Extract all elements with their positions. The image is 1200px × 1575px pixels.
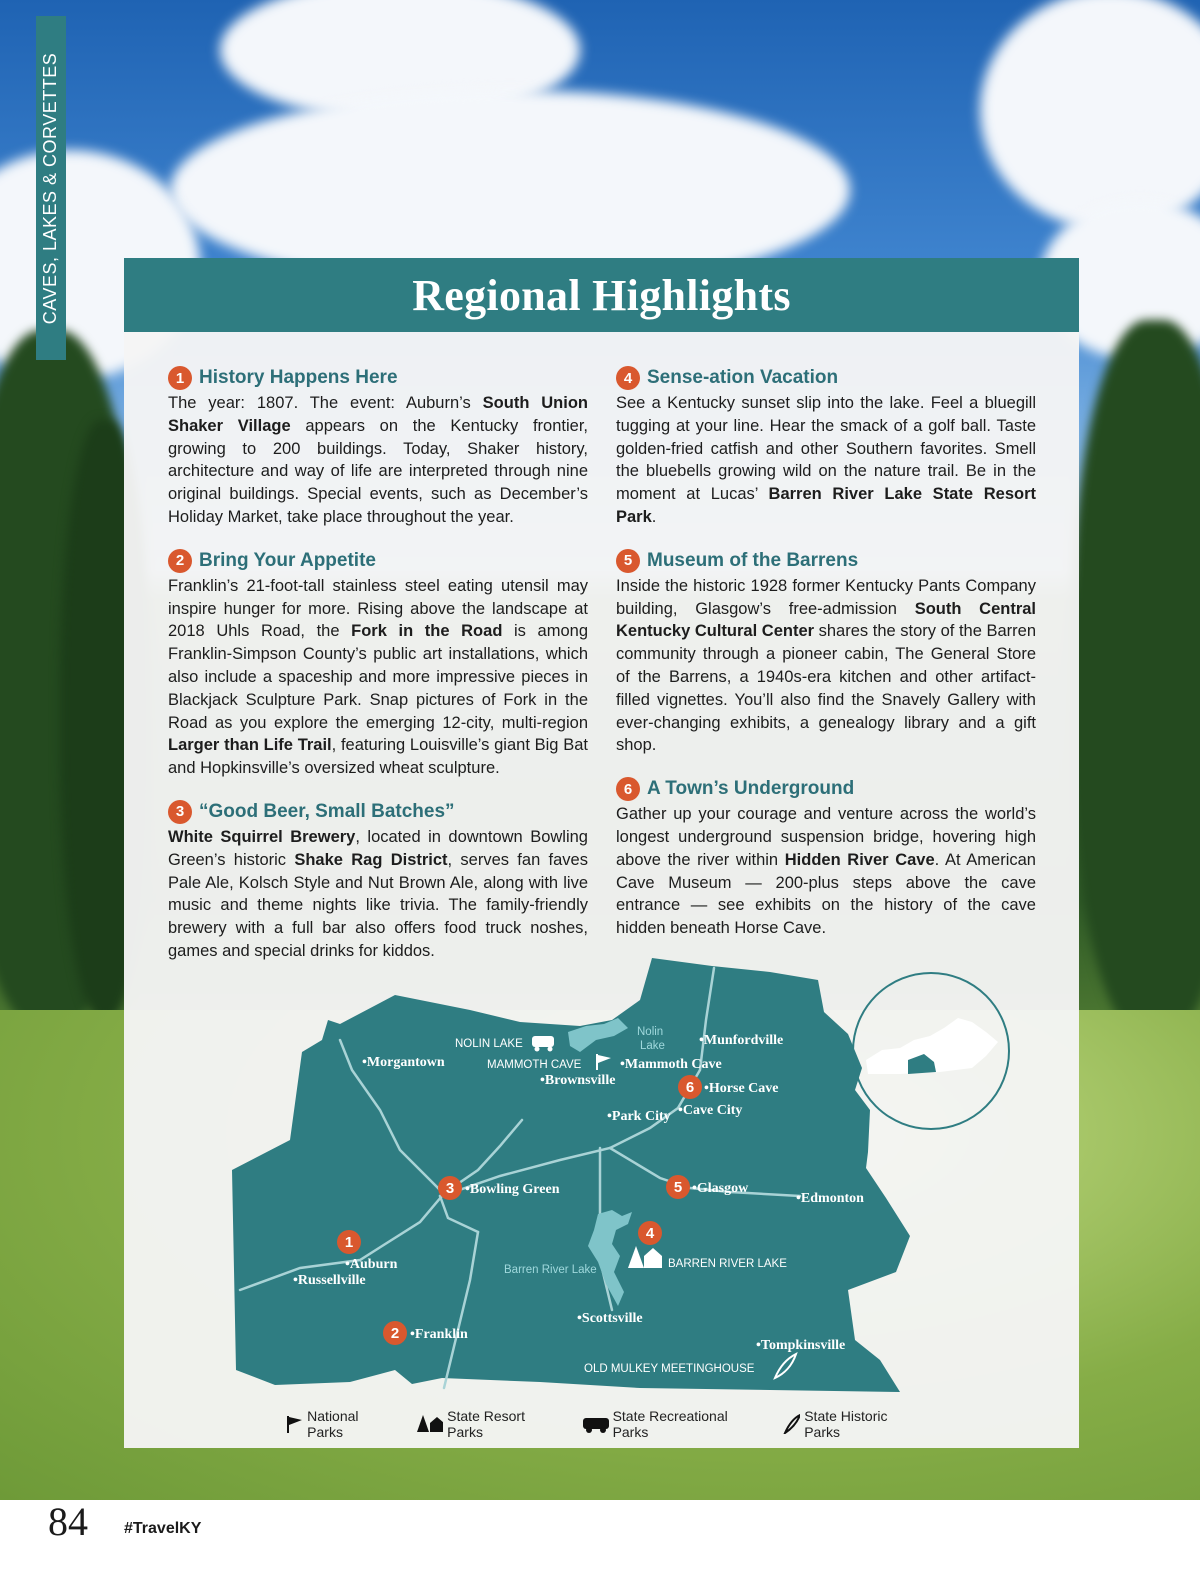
highlight-body: Franklin’s 21-foot-tall stainless steel eating utensil may inspire hunger for more. Rising above the landscape at 2018 Uhls Road, the Fork in the Road is among Franklin-Simpson County’s public art installations, which also include a spaceship and more impressive pieces in Blackjack Sculpture Park. Snap pictures of Fork in the Road as you explore the emerging 12-city, multi-region Larger than Life Trail, featuring Louisville’s giant Big Bat and Hopkinsville’s oversized wheat sculpture.	[168, 576, 588, 778]
legend-item-state-historic-parks	[783, 1408, 922, 1440]
map-marker-2	[383, 1321, 407, 1345]
svg-text:5: 5	[673, 1179, 683, 1196]
water-label-nolin: Nolin	[637, 1026, 664, 1038]
section-tab-label: CAVES, LAKES & CORVETTES	[40, 52, 61, 324]
place-horse-cave: •Horse Cave	[704, 1081, 779, 1096]
number-badge: 6	[616, 777, 640, 801]
number-badge: 1	[168, 366, 192, 390]
camper-icon	[582, 1415, 609, 1433]
place-brownsville: •Brownsville	[540, 1073, 616, 1088]
map-marker-3	[438, 1176, 462, 1200]
highlight-title: “Good Beer, Small Batches”	[199, 800, 455, 822]
number-badge: 2	[168, 549, 192, 573]
number-badge: 3	[168, 800, 192, 824]
place-mammoth-cave: •Mammoth Cave	[620, 1057, 722, 1072]
place-scottsville: •Scottsville	[577, 1311, 643, 1326]
place-tompkinsville: •Tompkinsville	[756, 1338, 846, 1353]
highlight-title: Sense-ation Vacation	[647, 367, 839, 388]
map-marker-5	[666, 1175, 690, 1199]
highlight-body: See a Kentucky sunset slip into the lake. Feel a bluegill tugging at your line. Hear the smack of a golf ball. Taste golden-fried catfish and other Southern favorites. Smell the bluebells growing wild on the nature trail. Be in the moment at Lucas’ Barren River Lake State Resort Park.	[616, 394, 1036, 526]
svg-text:3: 3	[445, 1180, 455, 1197]
highlight-body: Gather up your courage and venture across the world’s longest underground suspension bridge, hovering high above the river within Hidden River Cave. At American Cave Museum — 200-plus steps above the cave entrance — see exhibits on the history of the cave hidden beneath Horse Cave.	[616, 805, 1036, 938]
number-badge: 4	[616, 366, 640, 390]
place-edmonton: •Edmonton	[796, 1191, 864, 1206]
label-mammoth-cave-np: MAMMOTH CAVE	[487, 1059, 582, 1071]
place-morgantown: •Morgantown	[362, 1055, 445, 1070]
legend-label: National Parks	[307, 1408, 359, 1440]
place-cave-city: •Cave City	[678, 1103, 743, 1118]
legend-label: State Recreational Parks	[612, 1408, 728, 1440]
map-legend	[284, 1410, 944, 1438]
label-barren-river-lake-park: BARREN RIVER LAKE	[668, 1258, 787, 1270]
legend-item-national-parks	[284, 1408, 394, 1440]
quill-icon	[783, 1414, 800, 1434]
highlight-title: History Happens Here	[199, 367, 398, 388]
highlight-title: A Town’s Underground	[647, 778, 855, 800]
water-label-lake: Lake	[640, 1040, 665, 1052]
highlight-title: Bring Your Appetite	[199, 549, 376, 571]
highlight-title: Museum of the Barrens	[647, 549, 859, 571]
svg-text:1: 1	[344, 1234, 354, 1251]
legend-label: State Historic Parks	[804, 1408, 888, 1440]
flag-icon	[284, 1415, 303, 1433]
map-marker-4	[638, 1221, 662, 1245]
highlight-body: White Squirrel Brewery, located in downtown Bowling Green’s historic Shake Rag District, serves fan faves Pale Ale, Kolsch Style and Nut Brown Ale, along with live music and theme nights like trivia. The family-friendly brewery with a full bar also offers food truck noshes, games and special drinks for kiddos.	[168, 827, 588, 960]
map-marker-1	[337, 1230, 361, 1254]
label-old-mulkey: OLD MULKEY MEETINGHOUSE	[584, 1363, 755, 1375]
highlight-body: The year: 1807. The event: Auburn’s South Union Shaker Village appears on the Kentucky frontier, growing to 200 buildings. Today, Shaker history, architecture and way of life are interpreted through nine original buildings. Special events, such as December’s Holiday Market, take place throughout the year.	[168, 394, 589, 526]
place-bowling-green: •Bowling Green	[465, 1182, 560, 1197]
legend-label: State Resort Parks	[447, 1408, 525, 1440]
place-glasgow: •Glasgow	[692, 1181, 749, 1196]
place-auburn: •Auburn	[345, 1257, 398, 1272]
highlight-body: Inside the historic 1928 former Kentucky Pants Company building, Glasgow’s free-admission South Central Kentucky Cultural Center shares the story of the Barren community through a pioneer cabin, The General Store of the Barrens, a 1940s-era kitchen and other artifact-filled vignettes. You’ll also find the Snavely Gallery with ever-changing exhibits, a genealogy library and a gift shop.	[616, 576, 1037, 755]
place-munfordville: •Munfordville	[699, 1033, 784, 1048]
svg-text:4: 4	[645, 1225, 655, 1242]
place-russellville: •Russellville	[293, 1273, 366, 1288]
place-park-city: •Park City	[607, 1109, 671, 1124]
page-number: 84	[48, 1499, 88, 1544]
hashtag: #TravelKY	[124, 1520, 202, 1537]
label-nolin-lake: NOLIN LAKE	[455, 1038, 523, 1050]
place-franklin: •Franklin	[410, 1327, 468, 1342]
region-landmass	[232, 958, 910, 1392]
legend-item-state-resort-parks	[416, 1408, 559, 1440]
tree-house-icon	[416, 1415, 443, 1433]
map-marker-6	[678, 1075, 702, 1099]
panel-title: Regional Highlights	[412, 270, 791, 320]
page-footer	[0, 1500, 1200, 1575]
number-badge: 5	[616, 549, 640, 573]
svg-text:2: 2	[390, 1325, 400, 1342]
svg-text:6: 6	[685, 1079, 695, 1096]
legend-item-state-recreational-parks	[582, 1408, 761, 1440]
water-label-barren-river-lake: Barren River Lake	[504, 1264, 597, 1276]
